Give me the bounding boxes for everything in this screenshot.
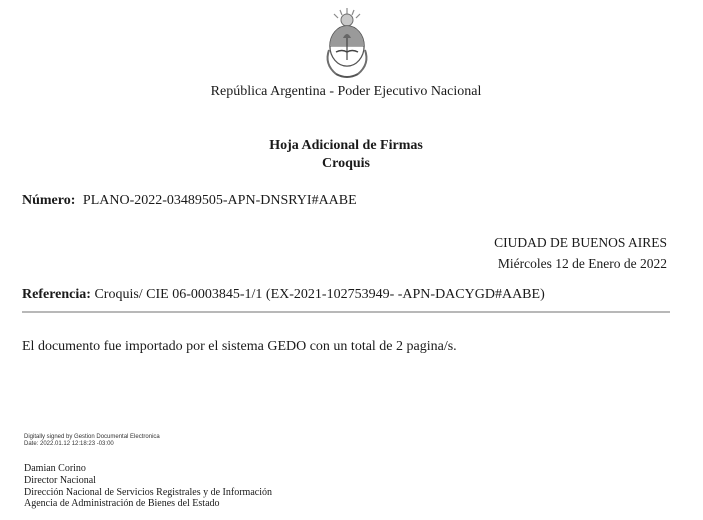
reference bbox=[22, 287, 545, 303]
digital-signature-stamp bbox=[24, 434, 160, 448]
document-number-value: PLANO-2022-03489505-APN-DNSRYI#AABE bbox=[82, 193, 357, 208]
reference-label: Referencia: bbox=[22, 287, 91, 302]
national-coat-of-arms-icon bbox=[320, 6, 374, 82]
signer-name: Damian Corino bbox=[24, 463, 86, 474]
signer-position: Director Nacional bbox=[24, 474, 96, 486]
reference-value: Croquis/ CIE 06-0003845-1/1 (EX-2021-102753949- -APN-DACYGD#AABE) bbox=[94, 287, 545, 302]
signer-agency: Agencia de Administración de Bienes del Estado bbox=[24, 498, 220, 510]
body-text: El documento fue importado por el sistema GEDO con un total de 2 pagina/s. bbox=[22, 339, 457, 354]
digital-signature-line-2: Date: 2022.01.12 12:18:23 -03:00 bbox=[24, 441, 114, 447]
location-date bbox=[494, 232, 667, 274]
document-title-line-2: Croquis bbox=[322, 156, 370, 171]
divider bbox=[22, 311, 670, 313]
document-number-label: Número: bbox=[22, 193, 76, 208]
signer-block bbox=[24, 463, 272, 510]
document-title bbox=[0, 137, 692, 173]
signer-office: Dirección Nacional de Servicios Registrales y de Información bbox=[24, 486, 272, 498]
digital-signature-line-1: Digitally signed by Gestion Documental Electronica bbox=[24, 434, 160, 440]
date: Miércoles 12 de Enero de 2022 bbox=[497, 256, 667, 271]
document-title-line-1: Hoja Adicional de Firmas bbox=[269, 138, 423, 153]
city: CIUDAD DE BUENOS AIRES bbox=[494, 235, 667, 250]
government-header: República Argentina - Poder Ejecutivo Nacional bbox=[210, 84, 482, 99]
document-number bbox=[22, 193, 357, 209]
